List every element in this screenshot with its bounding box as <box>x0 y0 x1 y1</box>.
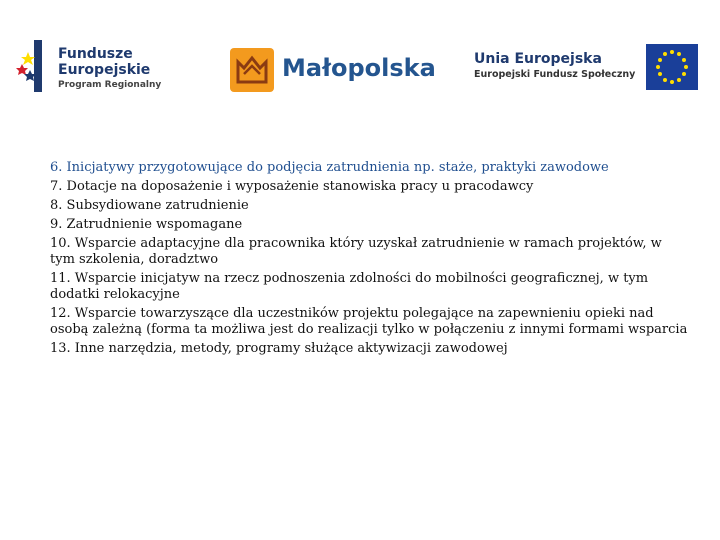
unia-line1: Unia Europejska <box>474 51 602 67</box>
malopolska-name: Małopolska <box>282 54 436 82</box>
unia-europejska-logo <box>474 44 704 96</box>
malopolska-logo <box>230 46 440 98</box>
list-item: 10. Wsparcie adaptacyjne dla pracownika który uzyskał zatrudnienie w ramach projektów, w tym szkolenia, doradztwo <box>50 236 662 267</box>
fundusze-line1: Fundusze <box>58 46 133 62</box>
list-item: 9. Zatrudnienie wspomagane <box>50 217 243 232</box>
fundusze-star-icon <box>14 40 54 92</box>
fundusze-line3: Program Regionalny <box>58 80 162 90</box>
fundusze-line2: Europejskie <box>58 62 151 78</box>
list-item: 12. Wsparcie towarzyszące dla uczestników projektu polegające na zapewnieniu opieki nad osobą zależną (forma ta możliwa jest do realizacji tylko w połączeniu z innymi formami wsparcia <box>50 306 688 337</box>
list-item: 13. Inne narzędzia, metody, programy służące aktywizacji zawodowej <box>50 341 508 356</box>
unia-line2: Europejski Fundusz Społeczny <box>474 69 636 80</box>
unia-text <box>474 50 635 82</box>
list-item: 11. Wsparcie inicjatyw na rzecz podnoszenia zdolności do mobilności geograficznej, w tym dodatki relokacyjne <box>50 271 649 302</box>
list-item: 6. Inicjatywy przygotowujące do podjęcia zatrudnienia np. staże, praktyki zawodowe <box>50 160 609 175</box>
list-item: 7. Dotacje na doposażenie i wyposażenie stanowiska pracy u pracodawcy <box>50 179 534 194</box>
malopolska-crest-icon <box>230 48 274 92</box>
logo-bar <box>0 0 720 110</box>
list-item: 8. Subsydiowane zatrudnienie <box>50 198 249 213</box>
support-forms-list <box>50 160 690 360</box>
fundusze-text <box>58 46 161 92</box>
eu-flag-icon <box>646 44 698 90</box>
fundusze-europejskie-logo <box>14 40 174 96</box>
